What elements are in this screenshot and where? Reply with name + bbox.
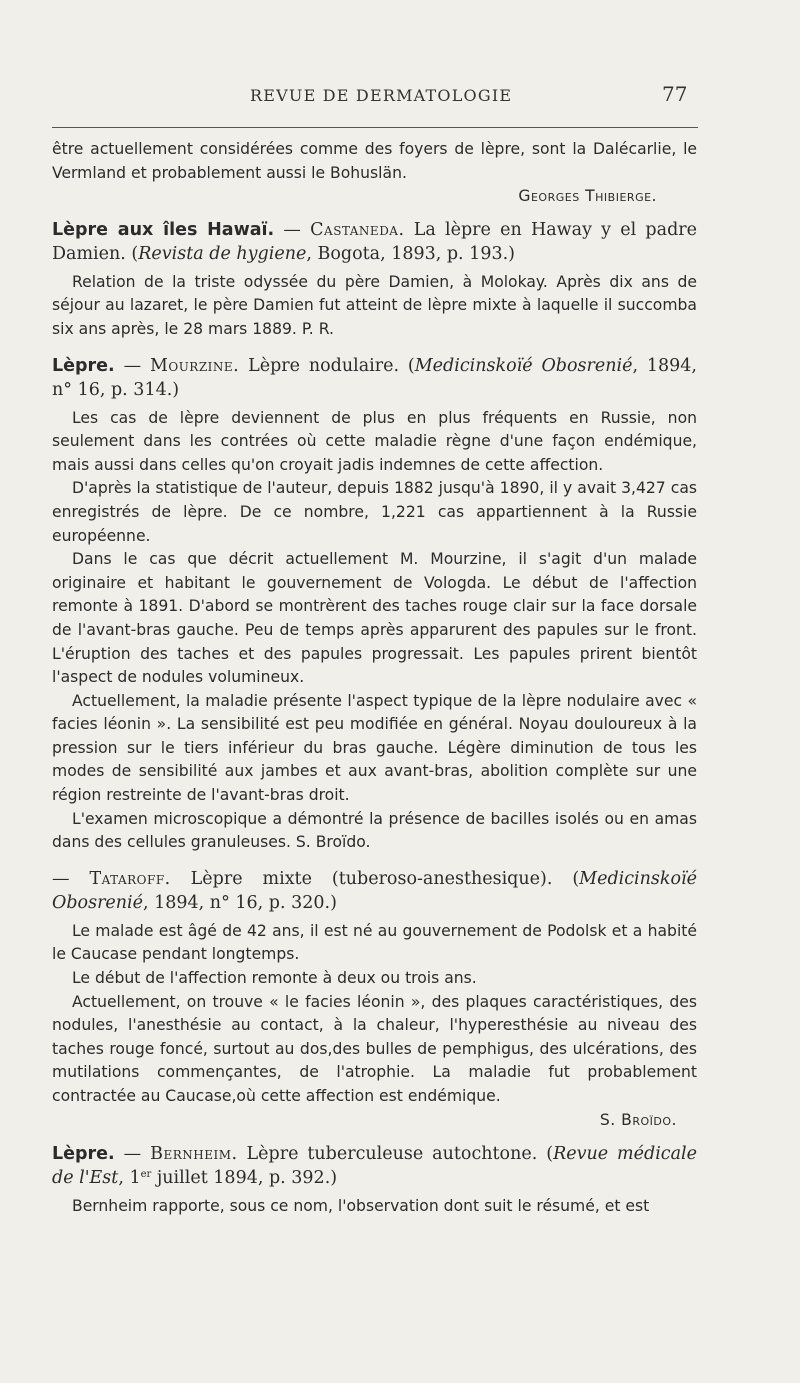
signature: Georges Thibierge. — [518, 187, 657, 206]
running-title: REVUE DE DERMATOLOGIE — [250, 86, 513, 105]
heading-dash: — — [274, 219, 311, 240]
page-number: 77 — [662, 82, 688, 106]
citation-superscript: er — [140, 1169, 152, 1181]
citation: , Bogota, 1893, p. 193.) — [306, 243, 515, 264]
heading-dash: — — [52, 868, 90, 889]
article-author: Mourzine. — [149, 355, 240, 376]
article-author: Bernheim. — [150, 1144, 238, 1165]
continuation-paragraph: être actuellement considérées comme des foyers de lèpre, sont la Dalécarlie, le Vermland et probablement aussi le Bohuslän. — [52, 140, 697, 182]
article-heading — [52, 1142, 697, 1190]
article-keyword: Lèpre aux îles Hawaï. — [52, 219, 275, 240]
article-title: Lèpre nodulaire. ( — [239, 355, 415, 376]
article-paragraph: Le malade est âgé de 42 ans, il est né au gouvernement de Podolsk et a habité le Caucase pendant longtemps. — [52, 921, 697, 964]
article-paragraph: Bernheim rapporte, sous ce nom, l'observation dont suit le résumé, et est — [72, 1197, 650, 1216]
article-heading — [52, 354, 697, 402]
article-paragraph: Le début de l'affection remonte à deux ou trois ans. — [72, 969, 477, 988]
article-paragraph: Actuellement, on trouve « le facies léonin », des plaques caractéristiques, des nodules, l'anesthésie au contact, à la chaleur, l'hyperesthésie au niveau des taches rouge foncé, surtout au dos,des bulles de pemphigus, des ulcérations, des mutilations commençantes, de l'atrophie. La maladie fut probablement contractée au Caucase,où cette affection est endémique. — [52, 992, 697, 1105]
citation: , 1894, n° 16, p. 320.) — [143, 892, 337, 913]
article-keyword: Lèpre. — [52, 1144, 115, 1165]
citation: , 1894, n° 16, p. 314.) — [52, 355, 697, 400]
article-author: Tataroff. — [89, 868, 171, 889]
article-title: Lèpre tuberculeuse autochtone. ( — [237, 1144, 554, 1165]
article-title: Lèpre mixte (tuberoso-anesthesique). ( — [170, 868, 580, 889]
journal-name: Revista de hygiene — [138, 243, 307, 264]
article-heading — [52, 867, 697, 915]
article-keyword: Lèpre. — [52, 355, 115, 376]
article-paragraph: Les cas de lèpre deviennent de plus en plus fréquents en Russie, non seulement dans les contrées où cette maladie règne d'une façon endémique, mais aussi dans celles qu'on croyait jadis indemnes de cette affection. — [52, 408, 697, 474]
article-paragraph: Relation de la triste odyssée du père Damien, à Molokay. Après dix ans de séjour au lazaret, le père Damien fut atteint de lèpre mixte à laquelle il succomba six ans après, le 28 mars 1889. P. R. — [52, 272, 697, 338]
page-body — [52, 138, 697, 1219]
article-author: Castaneda. — [310, 219, 405, 240]
heading-dash: — — [114, 1144, 151, 1165]
journal-name: Revue médicale de l'Est — [52, 1144, 697, 1189]
signature: S. Broïdo. — [599, 1110, 677, 1129]
heading-dash: — — [114, 355, 150, 376]
citation: juillet 1894, p. 392.) — [151, 1168, 338, 1189]
article-heading — [52, 218, 697, 266]
article-paragraph: D'après la statistique de l'auteur, depuis 1882 jusqu'à 1890, il y avait 3,427 cas enregistrés de lèpre. De ce nombre, 1,221 cas appartiennent à la Russie européenne. — [52, 479, 697, 545]
citation-prefix: , 1 — [118, 1168, 141, 1189]
article-title: La lèpre en Haway y el padre Damien. ( — [52, 219, 697, 264]
article-paragraph: Actuellement, la maladie présente l'aspect typique de la lèpre nodulaire avec « facies léonin ». La sensibilité est peu modifiée en général. Noyau douloureux à la pression sur le tiers inférieur du bras gauche. Légère diminution de tous les modes de sensibilité aux jambes et aux avant-bras, abolition complète sur une région restreinte de l'avant-bras droit. — [52, 691, 697, 805]
article-paragraph: Dans le cas que décrit actuellement M. Mourzine, il s'agit d'un malade originaire et habitant le gouvernement de Vologda. Le début de l'affection remonte à 1891. D'abord se montrèrent des taches rouge clair sur la face dorsale de l'avant-bras gauche. Peu de temps après apparurent des papules sur le front. L'éruption des taches et des papules progressait. Les papules prirent bientôt l'aspect de nodules volumineux. — [52, 550, 697, 687]
journal-name: Medicinskoïé Obosrenié — [52, 868, 697, 913]
article-paragraph: L'examen microscopique a démontré la présence de bacilles isolés ou en amas dans des cellules granuleuses. S. Broïdo. — [52, 809, 697, 852]
journal-name: Medicinskoïé Obosrenié — [414, 355, 633, 376]
running-header — [0, 82, 800, 112]
header-rule — [52, 127, 698, 128]
